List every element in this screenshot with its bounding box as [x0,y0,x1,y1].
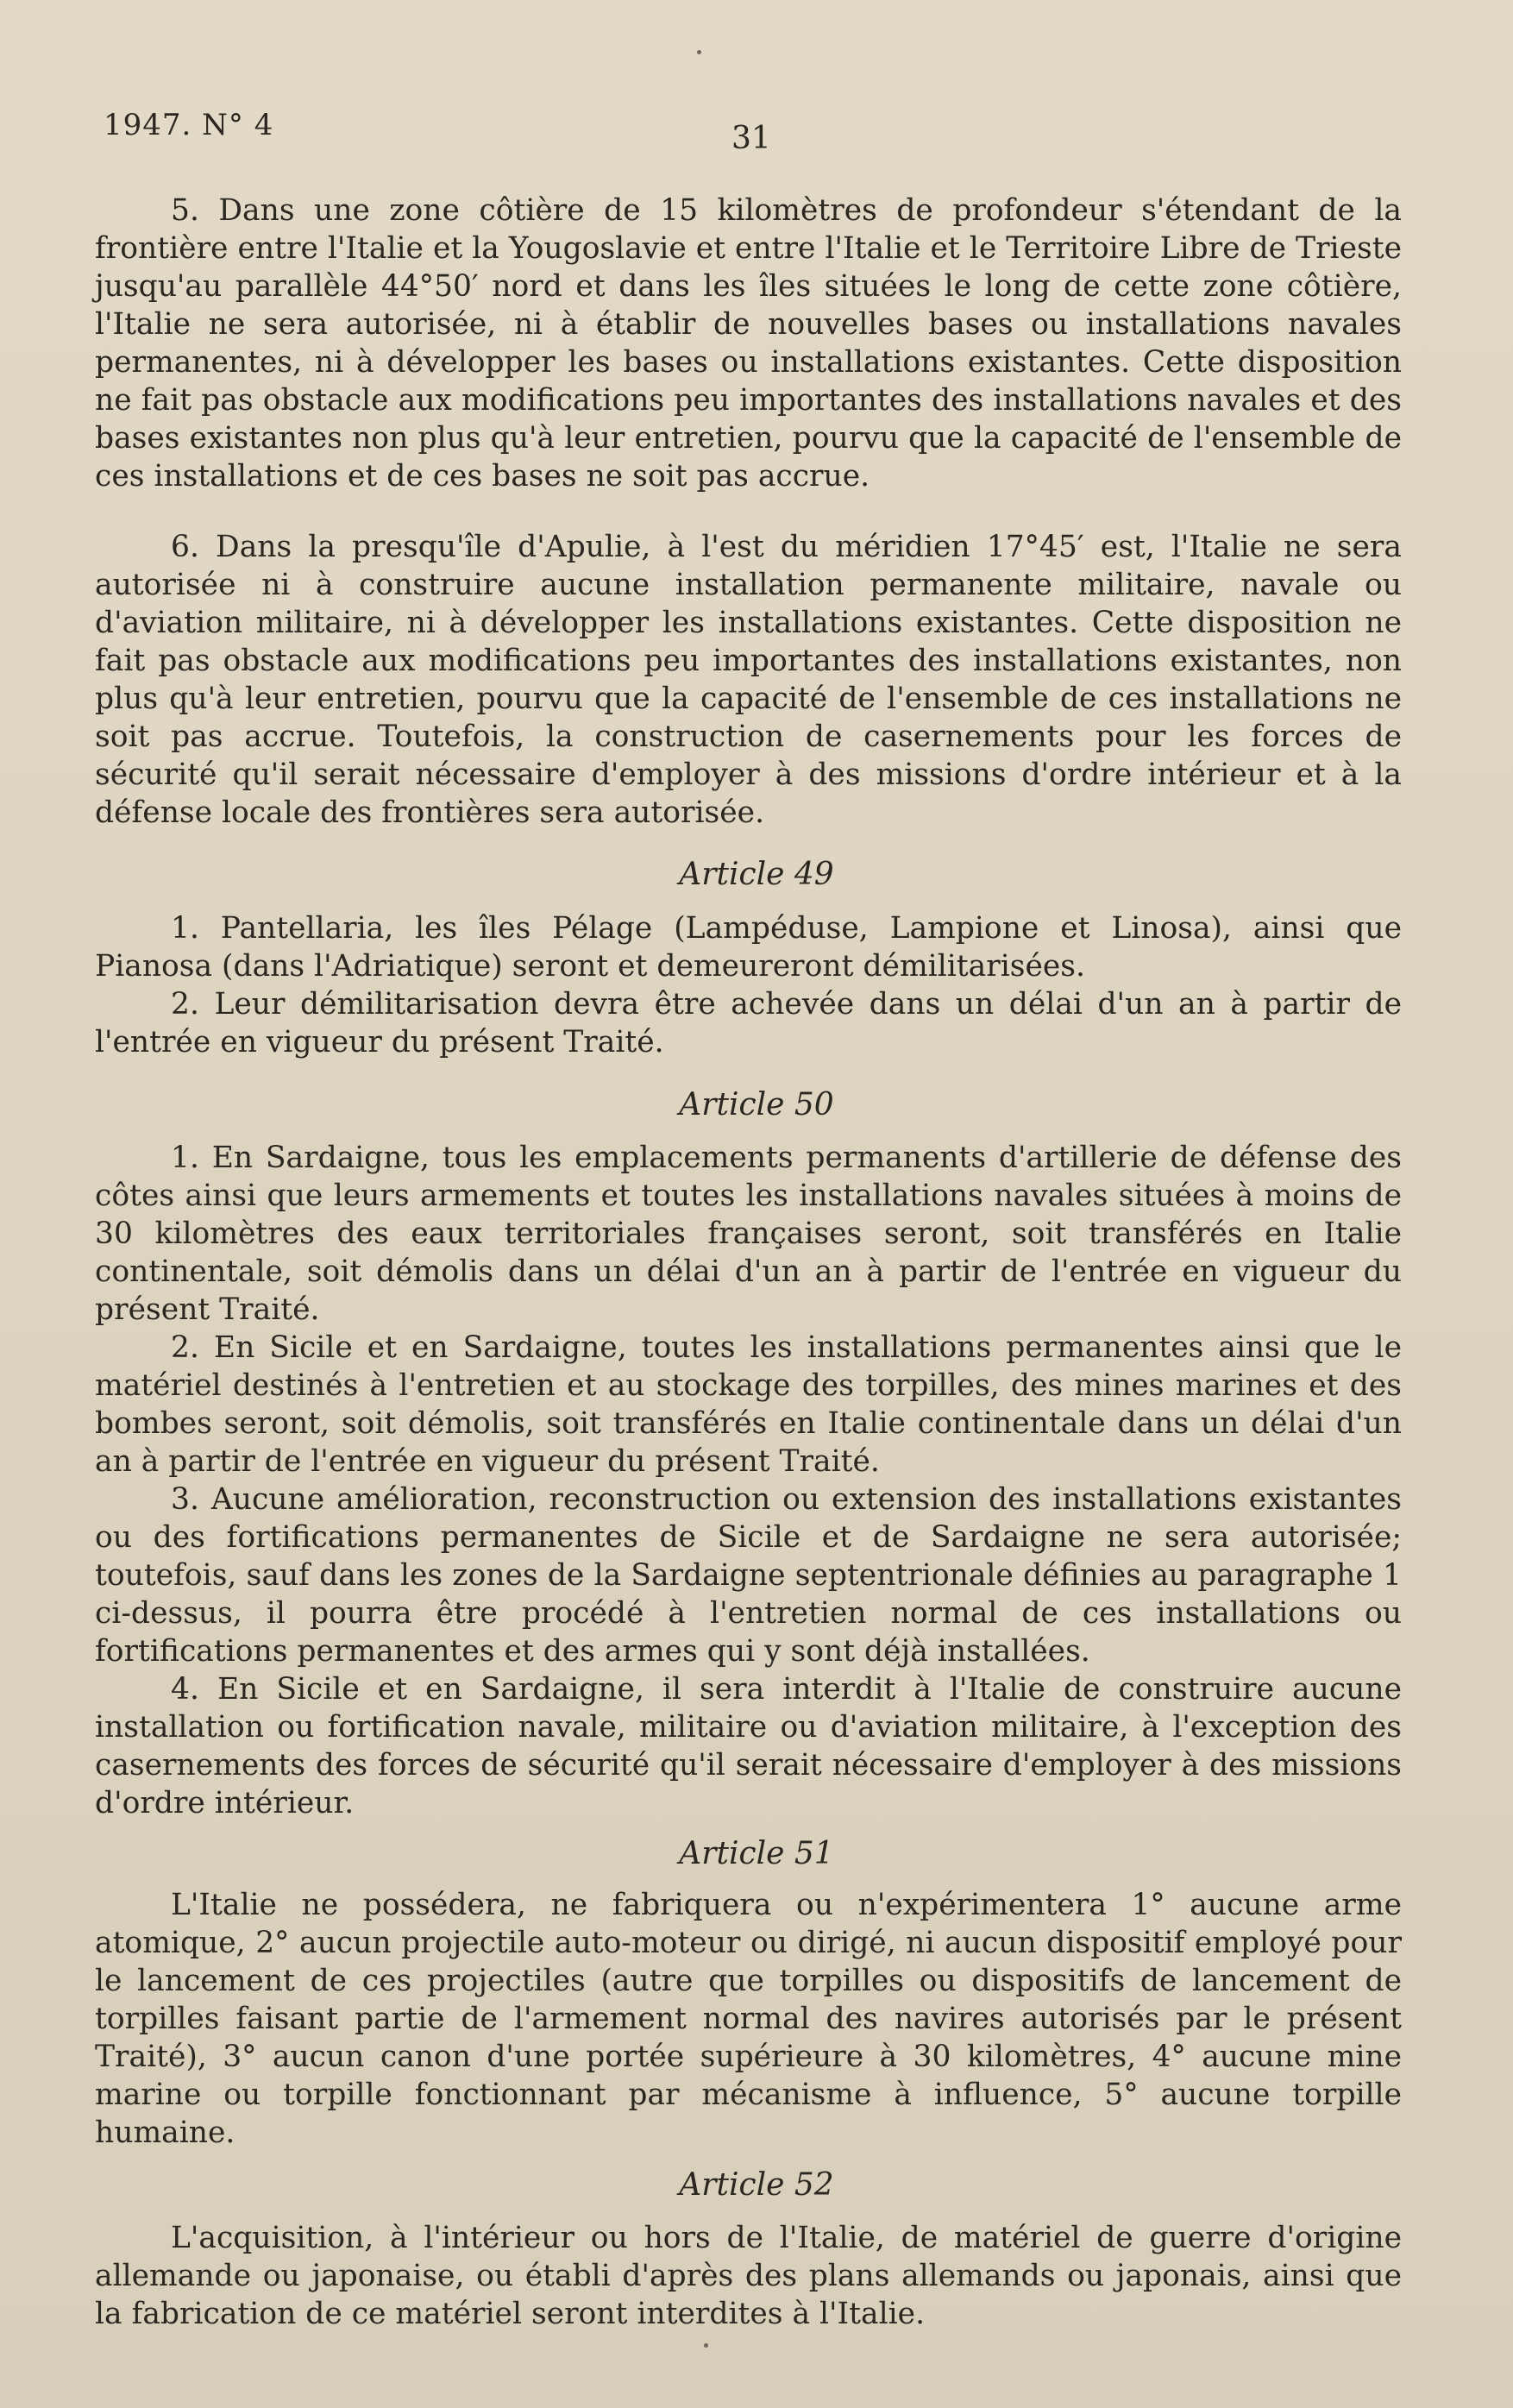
article-51-paragraph-1 [95,1886,1402,2152]
article-50-paragraph-4 [95,1670,1402,1822]
paragraph-text: 5. Dans une zone côtière de 15 kilomètres de profondeur s'étendant de la frontière entre l'Italie et la Yougoslavie et entre l'Italie et le Territoire Libre de Trieste jusqu'au parallèle 44°50′ nord et dans les îles situées le long de cette zone côtière, l'Italie ne sera autorisée, ni à établir de nouvelles bases ou installations navales permanentes, ni à développer les bases ou installations existantes. Cette disposition ne fait pas obstacle aux modifications peu importantes des installations navales et des bases existantes non plus qu'à leur entretien, pourvu que la capacité de l'ensemble de ces installations et de ces bases ne soit pas accrue. [95,193,1402,494]
article-50-title: Article 50 [679,1087,834,1122]
paragraph-text: 2. En Sicile et en Sardaigne, toutes les installations permanentes ainsi que le matériel destinés à l'entretien et au stockage des torpilles, des mines marines et des bombes seront, soit démolis, soit transférés en Italie continentale dans un délai d'un an à partir de l'entrée en vigueur du présent Traité. [95,1330,1402,1479]
article-52-paragraph-1 [95,2219,1402,2333]
article-51-title: Article 51 [679,1836,834,1871]
article-49-title: Article 49 [679,857,834,892]
paragraph-text: 4. En Sicile et en Sardaigne, il sera interdit à l'Italie de construire aucune installation ou fortification navale, militaire ou d'aviation militaire, à l'exception des casernements des forces de sécurité qu'il serait nécessaire d'employer à des missions d'ordre intérieur. [95,1672,1402,1820]
page-number: 31 [731,121,771,156]
paragraph-text: 1. Pantellaria, les îles Pélage (Lampéduse, Lampione et Linosa), ainsi que Pianosa (dans l'Adriatique) seront et demeureront démilitarisées. [95,911,1402,984]
article-50-paragraph-1 [95,1139,1402,1329]
article-48-paragraph-5 [95,192,1402,495]
article-49-paragraph-1 [95,909,1402,985]
article-48-paragraph-6 [95,528,1402,832]
issue-header: 1947. N° 4 [104,108,274,142]
paragraph-text: L'acquisition, à l'intérieur ou hors de l'Italie, de matériel de guerre d'origine allemande ou japonaise, ou établi d'après des plans allemands ou japonais, ainsi que la fabrication de ce matériel seront interdites à l'Italie. [95,2221,1402,2331]
paragraph-text: 6. Dans la presqu'île d'Apulie, à l'est du méridien 17°45′ est, l'Italie ne sera autorisée ni à construire aucune installation permanente militaire, navale ou d'aviation militaire, ni à développer les installations existantes. Cette disposition ne fait pas obstacle aux modifications peu importantes des installations existantes, non plus qu'à leur entretien, pourvu que la capacité de l'ensemble de ces installations ne soit pas accrue. Toutefois, la construction de casernements pour les forces de sécurité qu'il serait nécessaire d'employer à des missions d'ordre intérieur et à la défense locale des frontières sera autorisée. [95,530,1402,830]
paragraph-text: 2. Leur démilitarisation devra être achevée dans un délai d'un an à partir de l'entrée en vigueur du présent Traité. [95,987,1402,1059]
article-50-paragraph-2 [95,1329,1402,1481]
paragraph-text: 1. En Sardaigne, tous les emplacements permanents d'artillerie de défense des côtes ainsi que leurs armements et toutes les installations navales situées à moins de 30 kilomètres des eaux territoriales françaises seront, soit transférés en Italie continentale, soit démolis dans un délai d'un an à partir de l'entrée en vigueur du présent Traité. [95,1141,1402,1327]
article-50-paragraph-3 [95,1481,1402,1670]
paragraph-text: 3. Aucune amélioration, reconstruction ou extension des installations existantes ou des fortifications permanentes de Sicile et de Sardaigne ne sera autorisée; toutefois, sauf dans les zones de la Sardaigne septentrionale définies au paragraphe 1 ci-dessus, il pourra être procédé à l'entretien normal de ces installations ou fortifications permanentes et des armes qui y sont déjà installées. [95,1482,1402,1669]
article-52-title: Article 52 [679,2167,834,2203]
print-speck [704,2343,708,2348]
article-49-paragraph-2 [95,985,1402,1061]
print-speck [697,50,701,54]
paragraph-text: L'Italie ne possédera, ne fabriquera ou n'expérimentera 1° aucune arme atomique, 2° aucun projectile auto-moteur ou dirigé, ni aucun dispositif employé pour le lancement de ces projectiles (autre que torpilles ou dispositifs de lancement de torpilles faisant partie de l'armement normal des navires autorisés par le présent Traité), 3° aucun canon d'une portée supérieure à 30 kilomètres, 4° aucune mine marine ou torpille fonctionnant par mécanisme à influence, 5° aucune torpille humaine. [95,1888,1402,2150]
